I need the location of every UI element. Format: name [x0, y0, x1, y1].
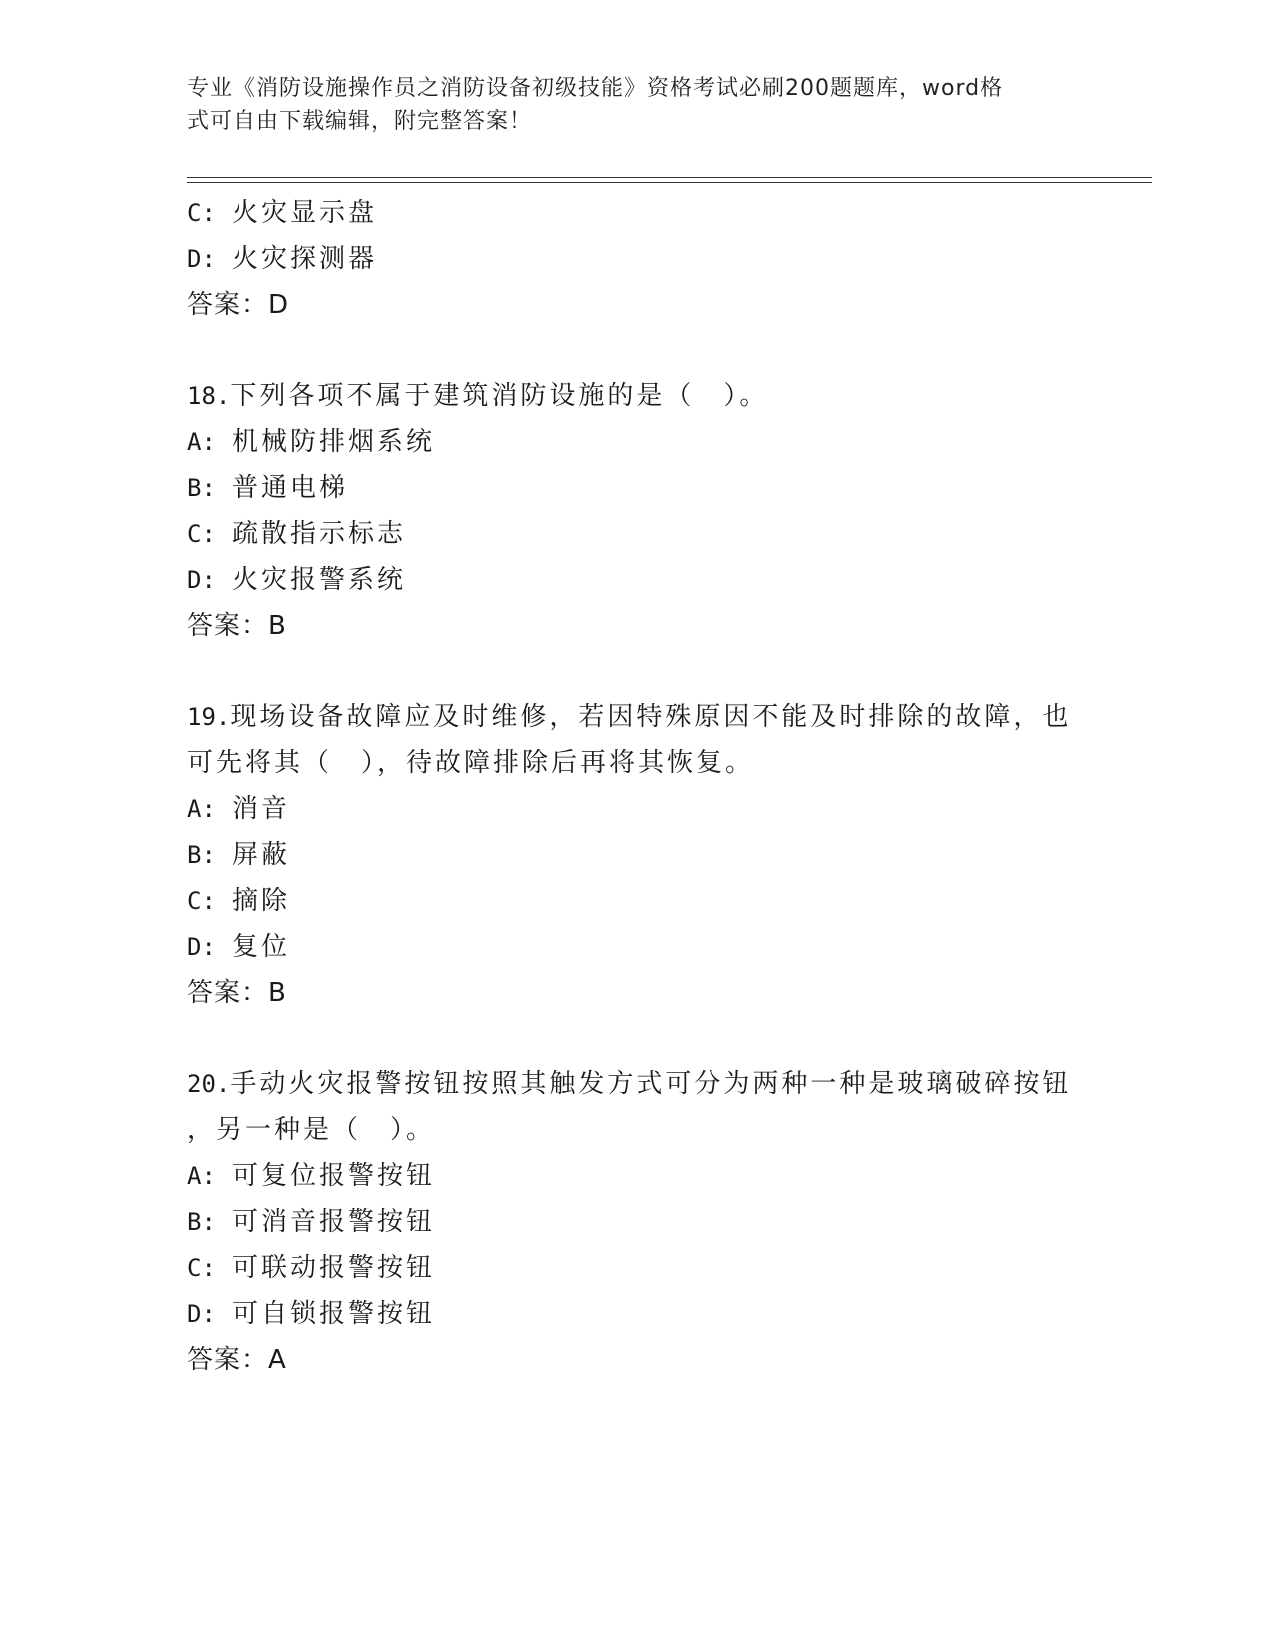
option-key: B: [187, 841, 216, 869]
option-key: A: [187, 428, 216, 456]
option-key: C: [187, 520, 216, 548]
question-number: 18. [187, 382, 231, 410]
question-text-line-1: 现场设备故障应及时维修，若因特殊原因不能及时排除的故障，也 [230, 702, 1072, 732]
answer-line: 答案：B [187, 978, 287, 1008]
option-key: A: [187, 795, 216, 823]
option-text: 可复位报警按钮 [232, 1161, 436, 1191]
question-text-line-1: 下列各项不属于建筑消防设施的是（ ）。 [230, 381, 769, 411]
option-b [187, 1199, 1087, 1245]
option-text: 火灾报警系统 [232, 565, 407, 595]
question-text [187, 694, 1087, 740]
document-header [187, 72, 1067, 138]
question-text-line-2: ，另一种是（ ）。 [187, 1115, 436, 1145]
option-c [187, 190, 1087, 236]
option-key: D: [187, 566, 216, 594]
option-key: D: [187, 245, 216, 273]
option-d [187, 1291, 1087, 1337]
option-c [187, 1245, 1087, 1291]
option-text: 复位 [232, 932, 291, 962]
option-text: 疏散指示标志 [232, 519, 407, 549]
option-a [187, 786, 1087, 832]
option-key: A: [187, 1162, 216, 1190]
option-a [187, 1153, 1087, 1199]
option-b [187, 465, 1087, 511]
option-key: D: [187, 1300, 216, 1328]
option-text: 摘除 [232, 886, 291, 916]
option-text: 消音 [232, 794, 291, 824]
question-list [187, 190, 1087, 1383]
question-text-line-2: 可先将其（ ），待故障排除后再将其恢复。 [187, 748, 755, 778]
option-b [187, 832, 1087, 878]
option-text: 可联动报警按钮 [232, 1253, 436, 1283]
question-text-line-1: 手动火灾报警按钮按照其触发方式可分为两种一种是玻璃破碎按钮 [230, 1069, 1072, 1099]
option-text: 火灾显示盘 [232, 198, 378, 228]
option-text: 可自锁报警按钮 [232, 1299, 436, 1329]
option-key: B: [187, 1208, 216, 1236]
header-divider-bottom [187, 182, 1152, 183]
question-20 [187, 1061, 1087, 1383]
option-d [187, 924, 1087, 970]
option-d [187, 557, 1087, 603]
option-d [187, 236, 1087, 282]
question-number: 20. [187, 1070, 231, 1098]
option-text: 可消音报警按钮 [232, 1207, 436, 1237]
option-c [187, 878, 1087, 924]
answer-line: 答案：A [187, 1345, 287, 1375]
option-text: 机械防排烟系统 [232, 427, 436, 457]
option-key: B: [187, 474, 216, 502]
header-divider-top [187, 177, 1152, 178]
header-line-1: 专业《消防设施操作员之消防设备初级技能》资格考试必刷200题题库，word格 [187, 76, 1004, 101]
option-key: D: [187, 933, 216, 961]
option-key: C: [187, 1254, 216, 1282]
answer-line: 答案：B [187, 611, 287, 641]
question-text [187, 373, 1087, 419]
question-17-continuation [187, 190, 1087, 328]
option-text: 屏蔽 [232, 840, 291, 870]
question-number: 19. [187, 703, 231, 731]
answer-line: 答案：D [187, 290, 290, 320]
header-line-2: 式可自由下载编辑，附完整答案！ [187, 109, 533, 134]
option-c [187, 511, 1087, 557]
option-key: C: [187, 887, 216, 915]
question-18 [187, 373, 1087, 649]
option-a [187, 419, 1087, 465]
question-text [187, 1061, 1087, 1107]
question-19 [187, 694, 1087, 1016]
option-text: 普通电梯 [232, 473, 349, 503]
option-text: 火灾探测器 [232, 244, 378, 274]
option-key: C: [187, 199, 216, 227]
